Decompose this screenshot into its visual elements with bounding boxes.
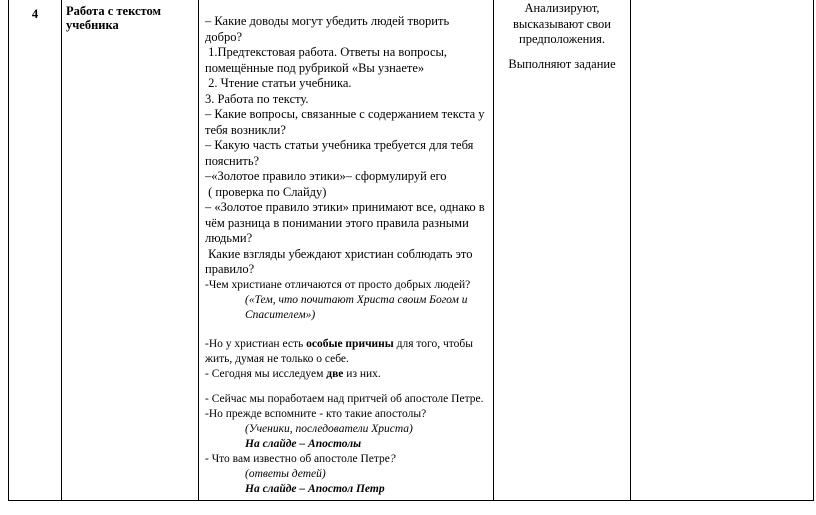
table-row bbox=[9, 0, 814, 501]
answer-apostles: (Ученики, последователи Христа) bbox=[245, 422, 413, 435]
slide-apostles: На слайде – Апостолы bbox=[245, 437, 362, 450]
special-reasons-text: -Но у христиан есть особые причины для того, чтобы жить, думая не только о себе. bbox=[205, 337, 476, 365]
teacher-line: Какие взгляды убеждают христиан соблюдать это правило? bbox=[205, 246, 476, 276]
teacher-line: – Какую часть статьи учебника требуется для тебя пояснить? bbox=[205, 138, 477, 168]
answer-christians: («Тем, что почитают Христа своим Богом и Спасителем») bbox=[245, 293, 471, 321]
row-number-cell bbox=[9, 0, 62, 501]
teacher-line: – «Золотое правило этики» принимают все, однако в чём разница в понимании этого правила разными людьми? bbox=[205, 200, 488, 245]
student-line-task: Выполняют задание bbox=[508, 56, 616, 71]
empty-cell bbox=[631, 0, 814, 501]
question-apostles: -Но прежде вспомните - кто такие апостолы? bbox=[205, 407, 427, 420]
teacher-line: 1.Предтекстовая работа. Ответы на вопросы, помещённые под рубрикой «Вы узнаете» bbox=[205, 45, 451, 75]
teacher-line: 2. Чтение статьи учебника. bbox=[205, 76, 352, 90]
question-peter: - Что вам известно об апостоле Петре? bbox=[205, 452, 396, 465]
teacher-line: 3. Работа по тексту. bbox=[205, 91, 309, 106]
question-christians: -Чем христиане отличаются от просто добрых людей? bbox=[205, 278, 471, 291]
parable-text: - Сейчас мы поработаем над притчей об апостоле Петре. bbox=[205, 392, 484, 405]
teacher-activity-cell bbox=[199, 0, 494, 501]
answer-peter: (ответы детей) bbox=[245, 467, 326, 480]
stage-cell bbox=[62, 0, 199, 501]
lesson-plan-table bbox=[8, 0, 814, 501]
slide-peter: На слайде – Апостол Петр bbox=[245, 482, 385, 495]
teacher-line: – Какие вопросы, связанные с содержанием текста у тебя возникли? bbox=[205, 107, 488, 137]
teacher-line: –«Золотое правило этики»– сформулируй его bbox=[205, 169, 447, 183]
teacher-line: ( проверка по Слайду) bbox=[205, 184, 327, 199]
stage-title: Работа с текстом учебника bbox=[66, 4, 162, 32]
today-explore-text: - Сегодня мы исследуем две из них. bbox=[205, 367, 381, 380]
row-number: 4 bbox=[31, 7, 39, 21]
teacher-line: – Какие доводы могут убедить людей творить добро? bbox=[205, 14, 453, 44]
student-line-analyze: Анализируют, высказывают свои предположения. bbox=[513, 1, 615, 46]
student-activity-cell bbox=[494, 0, 631, 501]
